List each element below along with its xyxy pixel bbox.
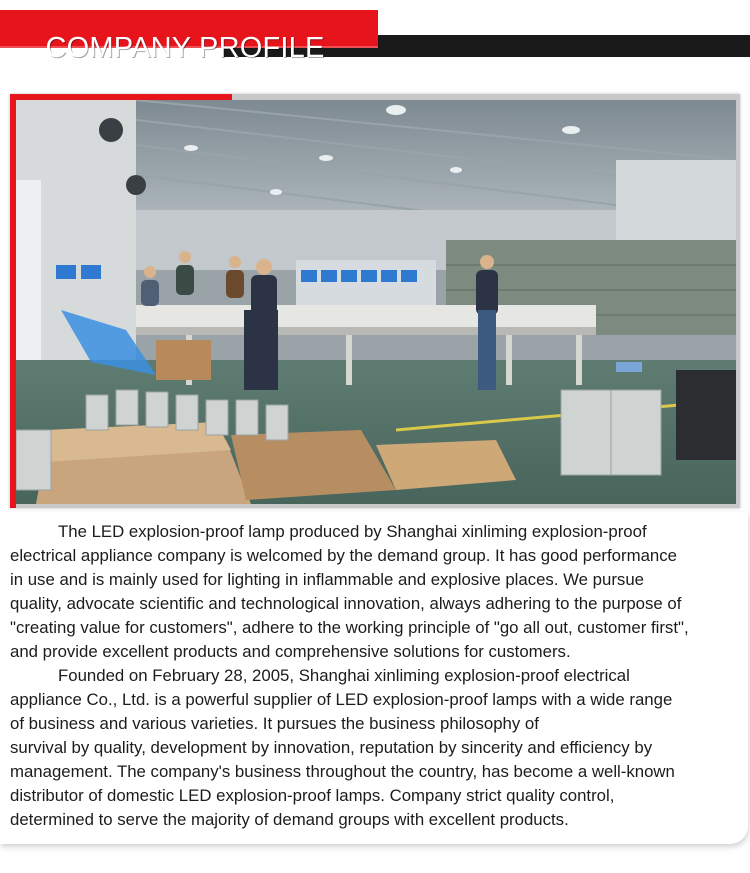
paragraph-1-line: "creating value for customers", adhere to the working principle of "go all out, customer first", (10, 618, 689, 637)
paragraph-2-line: Founded on February 28, 2005, Shanghai xinliming explosion-proof electrical (58, 666, 630, 685)
paragraph-1-line: The LED explosion-proof lamp produced by Shanghai xinliming explosion-proof (58, 522, 647, 541)
paragraph-1-line: and provide excellent products and comprehensive solutions for customers. (10, 642, 571, 661)
paragraph-2-line: of business and various varieties. It pursues the business philosophy of (10, 714, 539, 733)
profile-paragraph-1 (10, 520, 745, 664)
factory-workshop-photo (16, 100, 736, 504)
paragraph-2-line: survival by quality, development by innovation, reputation by sincerity and efficiency by (10, 738, 653, 757)
paragraph-2-line: appliance Co., Ltd. is a powerful supplier of LED explosion-proof lamps with a wide range (10, 690, 673, 709)
profile-paragraph-2 (10, 664, 745, 832)
paragraph-2-line: determined to serve the majority of demand groups with excellent products. (10, 810, 569, 829)
page-title: COMPANY PROFILE (45, 32, 325, 65)
paragraph-2-line: management. The company's business throughout the country, has become a well-known (10, 762, 675, 781)
workshop-illustration (16, 100, 736, 504)
paragraph-1-line: quality, advocate scientific and technological innovation, always adhering to the purpose of (10, 594, 682, 613)
paragraph-2-line: distributor of domestic LED explosion-proof lamps. Company strict quality control, (10, 786, 615, 805)
paragraph-1-line: electrical appliance company is welcomed by the demand group. It has good performance (10, 546, 677, 565)
paragraph-1-line: in use and is mainly used for lighting in inflammable and explosive places. We pursue (10, 570, 644, 589)
